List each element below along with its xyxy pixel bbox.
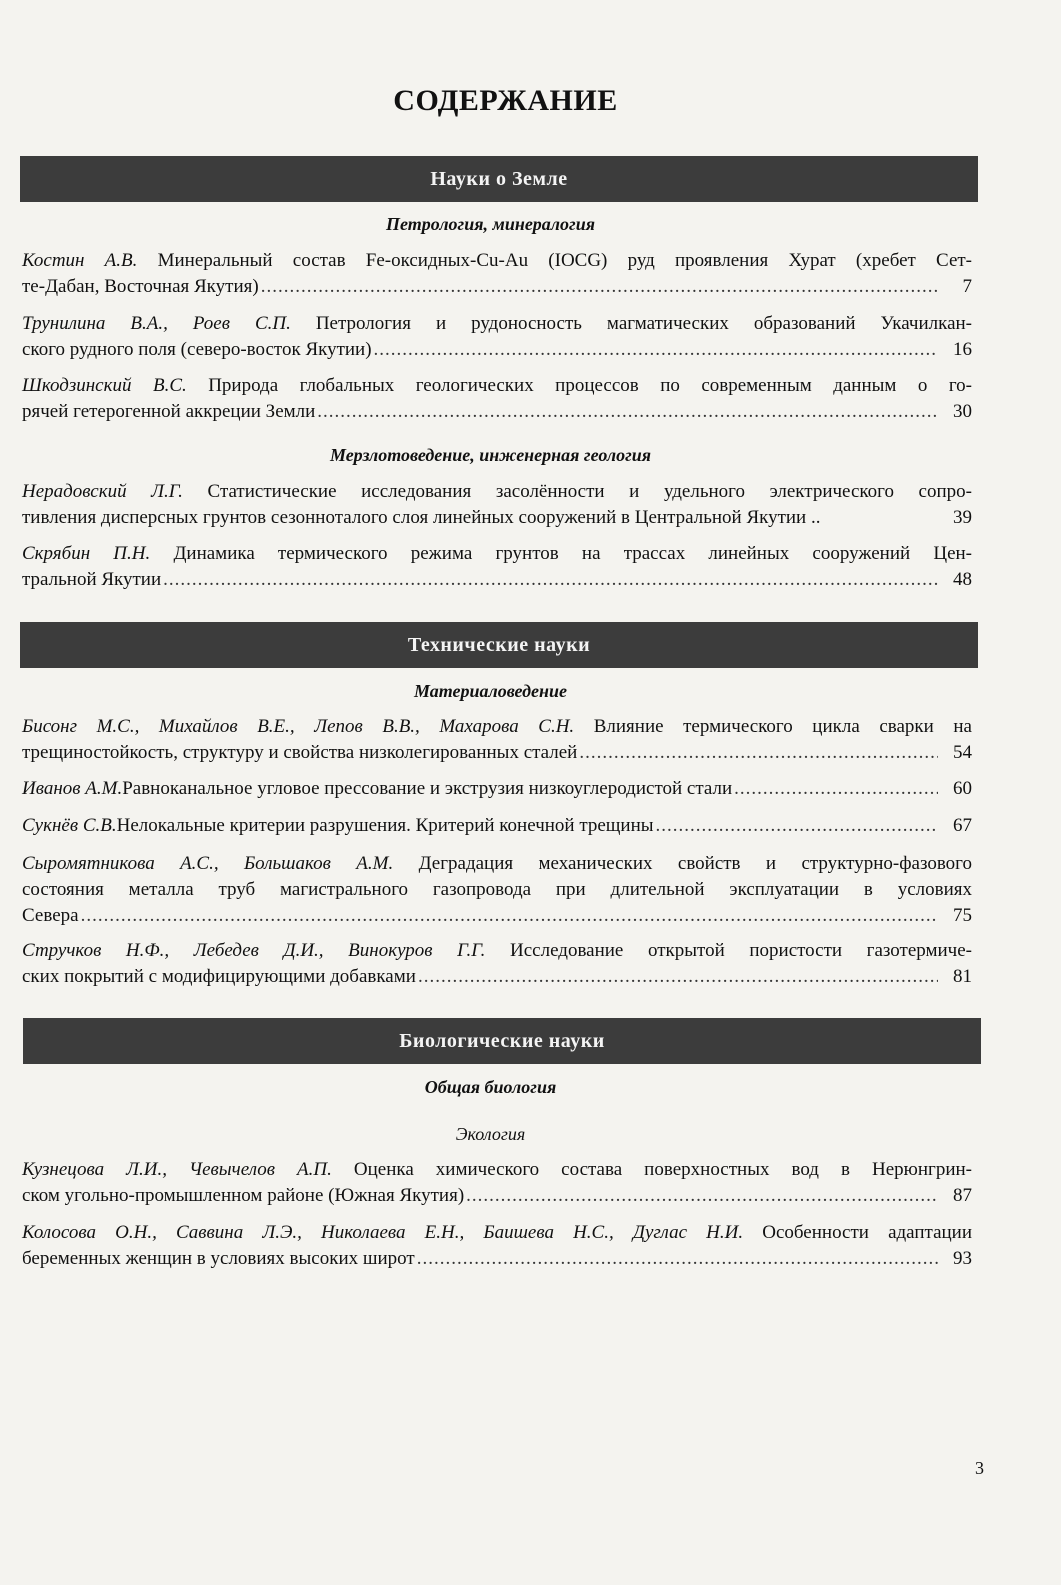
toc-entry[interactable] — [22, 541, 972, 593]
entry-author: Стручков Н.Ф., Лебедев Д.И., Винокуров Г.Г. — [22, 940, 486, 961]
entry-page-number: 54 — [953, 742, 972, 763]
entry-title-line1: Минеральный состав Fe-оксидных-Cu-Au (IOCG) руд проявления Хурат (хребет Сет- — [137, 250, 973, 271]
leader-dots — [466, 1183, 938, 1209]
subsection-heading-petrology: Петрология, минералогия — [386, 214, 595, 234]
entry-title: Равноканальное угловое прессование и экструзия низкоуглеродистой стали — [122, 778, 733, 799]
leader-dots — [317, 399, 938, 425]
entry-page-number: 81 — [953, 966, 972, 987]
toc-entry[interactable] — [22, 851, 972, 929]
entry-author: Колосова О.Н., Саввина Л.Э., Николаева Е.Н., Баишева Н.С., Дуглас Н.И. — [22, 1222, 744, 1243]
leader-dots — [163, 567, 938, 593]
entry-author: Сыромятникова А.С., Большаков А.М. — [22, 853, 394, 874]
entry-title-line2: ского рудного поля (северо-восток Якутии) — [22, 339, 372, 360]
toc-entry[interactable] — [22, 714, 972, 766]
entry-page-number: 7 — [962, 276, 972, 297]
entry-author: Бисонг М.С., Михайлов В.Е., Лепов В.В., Махарова С.Н. — [22, 716, 575, 737]
toc-entry[interactable] — [22, 248, 972, 300]
entry-title-line2: тральной Якутии — [22, 569, 162, 590]
entry-author: Иванов А.М. — [22, 778, 123, 799]
entry-title-line2: те-Дабан, Восточная Якутия) — [22, 276, 259, 297]
leader-dots — [418, 964, 938, 990]
leader-dots — [579, 740, 938, 766]
entry-page-number: 16 — [953, 339, 972, 360]
entry-title-line1: Деградация механических свойств и структурно-фазового — [393, 853, 972, 874]
entry-page-number: 30 — [953, 401, 972, 422]
toc-entry[interactable] — [22, 373, 972, 425]
entry-title-line2: беременных женщин в условиях высоких широт — [22, 1248, 415, 1269]
entry-title-line1: Влияние термического цикла сварки на — [574, 716, 972, 737]
entry-page-number: 75 — [953, 905, 972, 926]
subsection-heading-permafrost: Мерзлотоведение, инженерная геология — [329, 445, 652, 465]
leader-dots — [417, 1246, 938, 1272]
entry-author: Нерадовский Л.Г. — [22, 481, 183, 502]
subsection-heading-general-biology: Общая биология — [424, 1077, 557, 1097]
entry-page-number: 60 — [953, 778, 972, 799]
entry-title-line1: Петрология и рудоносность магматических образований Укачилкан- — [290, 313, 972, 334]
toc-entry[interactable] — [22, 813, 972, 839]
entry-page-number: 93 — [953, 1248, 972, 1269]
entry-author: Шкодзинский В.С. — [22, 375, 187, 396]
entry-author: Трунилина В.А., Роев С.П. — [22, 313, 291, 334]
toc-entry[interactable] — [22, 1157, 972, 1209]
entry-title-line1: Особенности адаптации — [743, 1222, 973, 1243]
entry-page-number: 39 — [953, 507, 972, 528]
section-band-technical-sciences: Технические науки — [20, 622, 978, 668]
entry-author: Сукнёв С.В. — [22, 815, 117, 836]
entry-title-line2: трещиностойкость, структуру и свойства низколегированных сталей — [22, 742, 578, 763]
entry-page-number: 87 — [953, 1185, 972, 1206]
entry-title-line2: тивления дисперсных грунтов сезонноталого слоя линейных сооружений в Центральной Якутии .. — [22, 507, 821, 528]
entry-title-line2: ском угольно-промышленном районе (Южная Якутия) — [22, 1185, 465, 1206]
entry-title-line1: Исследование открытой пористости газотермиче- — [485, 940, 972, 961]
entry-title-line-mid: состояния металла труб магистрального газопровода при длительной эксплуатации в условиях — [22, 879, 972, 900]
section-band-biological-sciences: Биологические науки — [23, 1018, 981, 1064]
leader-dots — [734, 776, 938, 802]
entry-title-line1: Статистические исследования засолённости и удельного электрического сопро- — [182, 481, 972, 502]
section-band-earth-sciences: Науки о Земле — [20, 156, 978, 202]
entry-title-line1: Природа глобальных геологических процессов по современным данным о го- — [186, 375, 972, 396]
entry-page-number: 67 — [953, 815, 972, 836]
entry-title-line1: Динамика термического режима грунтов на трассах линейных сооружений Цен- — [150, 543, 972, 564]
entry-author: Кузнецова Л.И., Чевычелов А.П. — [22, 1159, 332, 1180]
toc-entry[interactable] — [22, 938, 972, 990]
leader-dots — [374, 337, 938, 363]
toc-entry[interactable] — [22, 1220, 972, 1272]
leader-dots — [656, 813, 938, 839]
entry-title-line2: Севера — [22, 905, 79, 926]
subsection-heading-ecology: Экология — [455, 1124, 526, 1144]
leader-dots — [261, 274, 938, 300]
page-title: СОДЕРЖАНИЕ — [393, 84, 618, 117]
toc-entry[interactable] — [22, 479, 972, 531]
subsection-heading-materials: Материаловедение — [413, 681, 568, 701]
entry-title: Нелокальные критерии разрушения. Критерий конечной трещины — [116, 815, 654, 836]
toc-entry[interactable] — [22, 311, 972, 363]
entry-title-line2: ских покрытий с модифицирующими добавками — [22, 966, 416, 987]
page-number: 3 — [975, 1458, 984, 1478]
entry-title-line2: рячей гетерогенной аккреции Земли — [22, 401, 316, 422]
entry-author: Скрябин П.Н. — [22, 543, 151, 564]
leader-dots — [81, 903, 938, 929]
entry-author: Костин А.В. — [22, 250, 138, 271]
entry-title-line1: Оценка химического состава поверхностных вод в Нерюнгрин- — [331, 1159, 972, 1180]
entry-page-number: 48 — [953, 569, 972, 590]
toc-entry[interactable] — [22, 776, 972, 802]
